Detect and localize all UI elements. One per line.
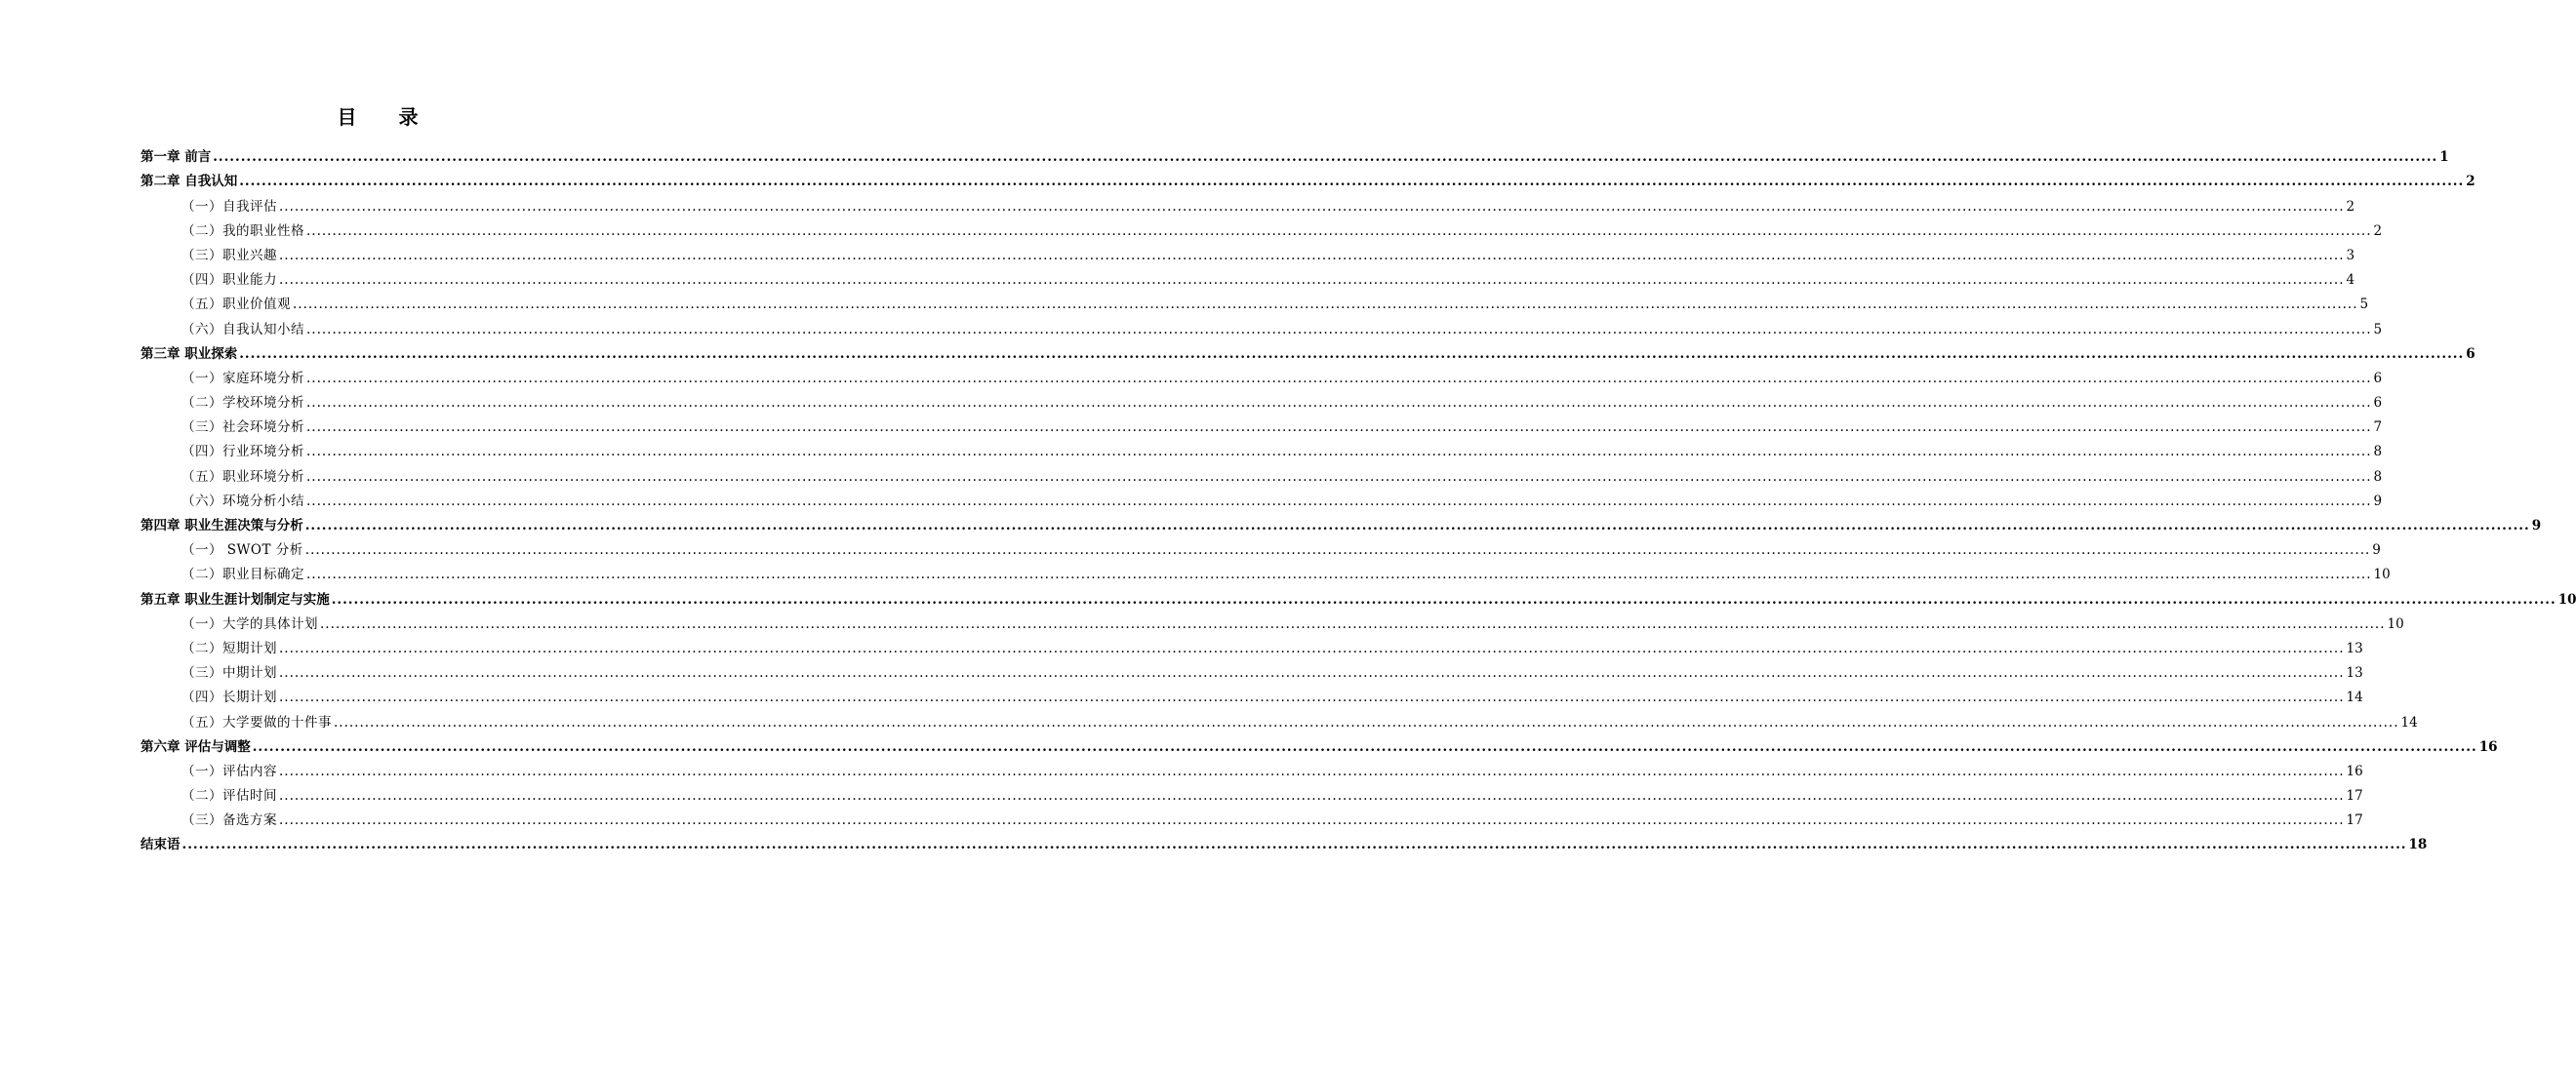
dot-leader: ................................................................................................................................................................................................................................................................................................................................................................................................................ bbox=[279, 763, 2345, 779]
toc-section-entry[interactable] bbox=[141, 805, 2363, 829]
toc-entry-title: 第四章 职业生涯决策与分析 bbox=[141, 518, 303, 534]
toc-section-entry[interactable] bbox=[141, 633, 2363, 657]
toc-page-number: 2 bbox=[2373, 222, 2383, 239]
dot-leader: ................................................................................................................................................................................................................................................................................................................................................................................................................ bbox=[293, 297, 2358, 313]
dot-leader: ................................................................................................................................................................................................................................................................................................................................................................................................................ bbox=[306, 468, 2372, 485]
toc-entry-title: （二）职业目标确定 bbox=[181, 567, 304, 583]
toc-chapter-entry[interactable] bbox=[141, 510, 2542, 534]
toc-chapter-entry[interactable] bbox=[141, 583, 2576, 608]
toc-section-entry[interactable] bbox=[141, 313, 2383, 337]
toc-section-entry[interactable] bbox=[141, 412, 2383, 436]
toc-chapter-entry[interactable] bbox=[141, 141, 2449, 166]
toc-entry-title: （二）我的职业性格 bbox=[181, 222, 304, 239]
toc-page-number: 3 bbox=[2346, 247, 2355, 263]
toc-chapter-entry[interactable] bbox=[141, 829, 2428, 853]
dot-leader: ................................................................................................................................................................................................................................................................................................................................................................................................................ bbox=[304, 542, 2371, 559]
dot-leader: ................................................................................................................................................................................................................................................................................................................................................................................................................ bbox=[306, 222, 2372, 239]
toc-section-entry[interactable] bbox=[141, 756, 2363, 780]
toc-entry-title: （五）职业环境分析 bbox=[181, 468, 304, 485]
toc-page-number: 2 bbox=[2346, 198, 2355, 215]
toc-section-entry[interactable] bbox=[141, 706, 2418, 731]
dot-leader: ................................................................................................................................................................................................................................................................................................................................................................................................................ bbox=[331, 591, 2556, 608]
toc-page-number: 13 bbox=[2346, 640, 2363, 656]
table-of-contents bbox=[141, 141, 2576, 853]
toc-section-entry[interactable] bbox=[141, 436, 2383, 460]
toc-entry-title: （四）行业环境分析 bbox=[181, 444, 304, 460]
toc-entry-title: （五）职业价值观 bbox=[181, 297, 291, 313]
toc-page-number: 14 bbox=[2400, 714, 2418, 731]
toc-section-entry[interactable] bbox=[141, 387, 2383, 412]
toc-section-entry[interactable] bbox=[141, 460, 2383, 485]
dot-leader: ................................................................................................................................................................................................................................................................................................................................................................................................................ bbox=[306, 321, 2372, 337]
dot-leader: ................................................................................................................................................................................................................................................................................................................................................................................................................ bbox=[334, 714, 2399, 731]
toc-page-number: 14 bbox=[2346, 690, 2363, 706]
toc-section-entry[interactable] bbox=[141, 534, 2381, 559]
toc-section-entry[interactable] bbox=[141, 190, 2355, 215]
dot-leader: ................................................................................................................................................................................................................................................................................................................................................................................................................ bbox=[320, 615, 2386, 632]
toc-entry-title: 第三章 职业探索 bbox=[141, 345, 238, 362]
toc-entry-title: （三）职业兴趣 bbox=[181, 247, 277, 263]
toc-page-number: 9 bbox=[2372, 542, 2381, 559]
toc-section-entry[interactable] bbox=[141, 363, 2383, 387]
toc-page-number: 1 bbox=[2439, 149, 2449, 166]
page-title: 目 录 bbox=[337, 105, 436, 129]
toc-entry-title: （四）长期计划 bbox=[181, 690, 277, 706]
dot-leader: ................................................................................................................................................................................................................................................................................................................................................................................................................ bbox=[306, 493, 2372, 509]
dot-leader: ................................................................................................................................................................................................................................................................................................................................................................................................................ bbox=[279, 198, 2345, 215]
toc-entry-title: （四）职业能力 bbox=[181, 272, 277, 289]
dot-leader: ................................................................................................................................................................................................................................................................................................................................................................................................................ bbox=[306, 370, 2372, 386]
toc-section-entry[interactable] bbox=[141, 780, 2363, 805]
toc-entry-title: （六）环境分析小结 bbox=[181, 493, 304, 509]
toc-entry-title: 第二章 自我认知 bbox=[141, 174, 238, 190]
toc-page-number: 4 bbox=[2346, 272, 2355, 289]
dot-leader: ................................................................................................................................................................................................................................................................................................................................................................................................................ bbox=[279, 247, 2345, 263]
toc-entry-title: （六）自我认知小结 bbox=[181, 321, 304, 337]
toc-entry-title: （三）中期计划 bbox=[181, 665, 277, 682]
toc-page-number: 7 bbox=[2373, 419, 2383, 436]
dot-leader: ................................................................................................................................................................................................................................................................................................................................................................................................................ bbox=[306, 419, 2372, 436]
toc-chapter-entry[interactable] bbox=[141, 166, 2475, 190]
toc-entry-title: （三）备选方案 bbox=[181, 812, 277, 829]
toc-chapter-entry[interactable] bbox=[141, 338, 2475, 363]
dot-leader: ................................................................................................................................................................................................................................................................................................................................................................................................................ bbox=[279, 812, 2345, 829]
toc-page-number: 16 bbox=[2346, 763, 2363, 779]
toc-page-number: 9 bbox=[2531, 518, 2542, 534]
toc-page-number: 8 bbox=[2373, 468, 2383, 485]
dot-leader: ................................................................................................................................................................................................................................................................................................................................................................................................................ bbox=[304, 518, 2530, 534]
dot-leader: ................................................................................................................................................................................................................................................................................................................................................................................................................ bbox=[239, 174, 2465, 190]
toc-page-number: 2 bbox=[2466, 174, 2475, 190]
toc-page-number: 17 bbox=[2346, 812, 2363, 829]
toc-entry-title: （五）大学要做的十件事 bbox=[181, 714, 332, 731]
dot-leader: ................................................................................................................................................................................................................................................................................................................................................................................................................ bbox=[279, 690, 2345, 706]
toc-entry-title: （一）评估内容 bbox=[181, 763, 277, 779]
toc-section-entry[interactable] bbox=[141, 486, 2383, 510]
dot-leader: ................................................................................................................................................................................................................................................................................................................................................................................................................ bbox=[279, 272, 2345, 289]
toc-page-number: 18 bbox=[2408, 837, 2428, 853]
toc-page-number: 10 bbox=[2373, 567, 2391, 583]
dot-leader: ................................................................................................................................................................................................................................................................................................................................................................................................................ bbox=[181, 837, 2407, 853]
toc-entry-title: （一） SWOT 分析 bbox=[181, 542, 303, 559]
dot-leader: ................................................................................................................................................................................................................................................................................................................................................................................................................ bbox=[306, 395, 2372, 412]
dot-leader: ................................................................................................................................................................................................................................................................................................................................................................................................................ bbox=[279, 788, 2345, 805]
toc-entry-title: 结束语 bbox=[141, 837, 181, 853]
toc-page-number: 9 bbox=[2373, 493, 2383, 509]
dot-leader: ................................................................................................................................................................................................................................................................................................................................................................................................................ bbox=[213, 149, 2438, 166]
toc-page-number: 5 bbox=[2359, 297, 2369, 313]
dot-leader: ................................................................................................................................................................................................................................................................................................................................................................................................................ bbox=[279, 665, 2345, 682]
toc-section-entry[interactable] bbox=[141, 657, 2363, 682]
dot-leader: ................................................................................................................................................................................................................................................................................................................................................................................................................ bbox=[279, 640, 2345, 656]
toc-entry-title: （一）大学的具体计划 bbox=[181, 615, 318, 632]
toc-page-number: 10 bbox=[2387, 615, 2404, 632]
toc-section-entry[interactable] bbox=[141, 609, 2404, 633]
toc-page-number: 16 bbox=[2478, 738, 2498, 755]
toc-page-number: 6 bbox=[2373, 395, 2383, 412]
toc-page-number: 6 bbox=[2466, 345, 2475, 362]
toc-section-entry[interactable] bbox=[141, 682, 2363, 706]
dot-leader: ................................................................................................................................................................................................................................................................................................................................................................................................................ bbox=[306, 567, 2372, 583]
toc-chapter-entry[interactable] bbox=[141, 732, 2498, 756]
toc-section-entry[interactable] bbox=[141, 216, 2383, 240]
toc-section-entry[interactable] bbox=[141, 240, 2355, 264]
toc-page-number: 10 bbox=[2557, 591, 2576, 608]
toc-entry-title: （一）家庭环境分析 bbox=[181, 370, 304, 386]
toc-page-number: 17 bbox=[2346, 788, 2363, 805]
dot-leader: ................................................................................................................................................................................................................................................................................................................................................................................................................ bbox=[252, 738, 2477, 755]
toc-entry-title: 第一章 前言 bbox=[141, 149, 212, 166]
toc-section-entry[interactable] bbox=[141, 289, 2369, 313]
dot-leader: ................................................................................................................................................................................................................................................................................................................................................................................................................ bbox=[239, 345, 2465, 362]
toc-entry-title: （二）学校环境分析 bbox=[181, 395, 304, 412]
toc-entry-title: （二）评估时间 bbox=[181, 788, 277, 805]
toc-entry-title: （三）社会环境分析 bbox=[181, 419, 304, 436]
toc-entry-title: 第五章 职业生涯计划制定与实施 bbox=[141, 591, 330, 608]
toc-page-number: 8 bbox=[2373, 444, 2383, 460]
dot-leader: ................................................................................................................................................................................................................................................................................................................................................................................................................ bbox=[306, 444, 2372, 460]
toc-page-number: 5 bbox=[2373, 321, 2383, 337]
toc-section-entry[interactable] bbox=[141, 559, 2391, 583]
toc-page-number: 6 bbox=[2373, 370, 2383, 386]
toc-entry-title: （二）短期计划 bbox=[181, 640, 277, 656]
toc-page-number: 13 bbox=[2346, 665, 2363, 682]
toc-section-entry[interactable] bbox=[141, 264, 2355, 289]
toc-entry-title: 第六章 评估与调整 bbox=[141, 738, 251, 755]
toc-entry-title: （一）自我评估 bbox=[181, 198, 277, 215]
